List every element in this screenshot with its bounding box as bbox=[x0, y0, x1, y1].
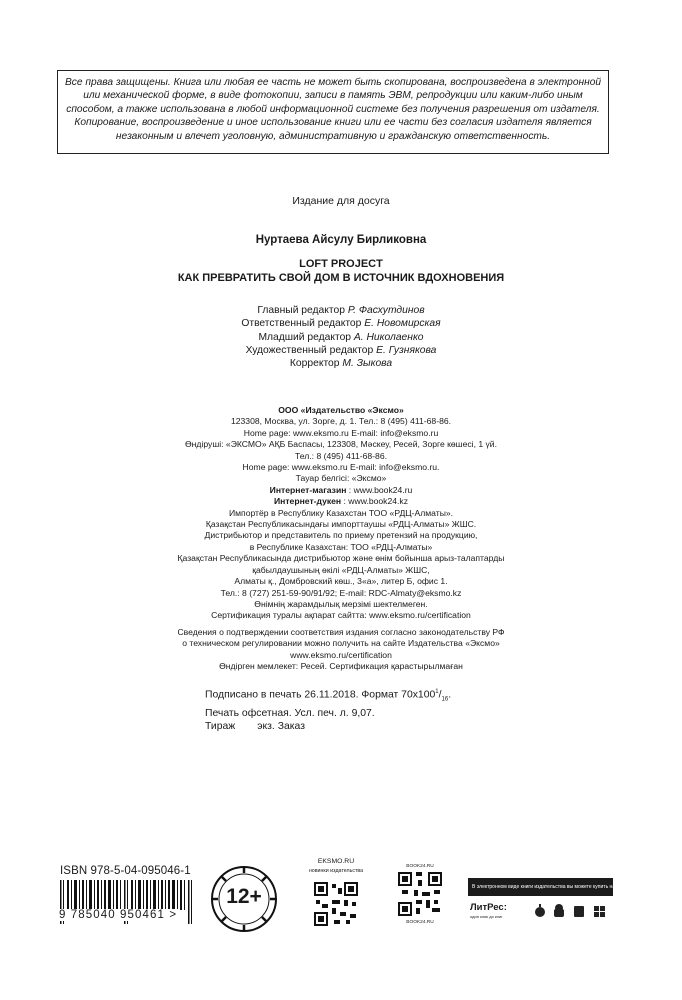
title-line-1: LOFT PROJECT bbox=[299, 258, 383, 270]
print-type: Печать офсетная. Усл. печ. л. 9,07. bbox=[205, 707, 375, 719]
credit-line: Корректор М. Зыкова bbox=[289, 358, 393, 370]
certification-ru: Сведения о подтверждении соответствия издания согласно законодательству РФ bbox=[177, 626, 505, 637]
credits-block bbox=[0, 304, 682, 370]
publisher-web-kz: Home page: www.eksmo.ru E-mail: info@eksmo.ru. bbox=[242, 462, 440, 473]
copyright-line: или механической форме, в виде фотокопии, записи в память ЭВМ, репродукции или каким-либо иным bbox=[83, 90, 583, 102]
book24-label-top: BOOK24.RU bbox=[406, 864, 434, 869]
importer: Импортёр в Республику Казахстан ТОО «РДЦ-Алматы». bbox=[228, 507, 454, 518]
copyright-line: способом, а также использована в любой информационной системе без получения разрешения от издателя. bbox=[66, 103, 600, 115]
shelf-life: Өнімнің жарамдылық мерзімі шектелмеген. bbox=[254, 598, 428, 609]
distributor-cont: в Республике Казахстан: ТОО «РДЦ-Алматы» bbox=[249, 541, 433, 552]
copyright-line: Копирование, воспроизведение и иное использование книги или ее части без согласия издателя является bbox=[74, 117, 592, 129]
publisher-address-kz: Өндіруші: «ЭКСМО» АҚБ Баспасы, 123308, Мәскеу, Ресей, Зорге көшесі, 1 үй. bbox=[185, 439, 497, 450]
print-info bbox=[205, 686, 505, 734]
windows-phone-icon bbox=[574, 906, 584, 917]
litres-banner: В электронном виде книги издательства вы можете купить на www.litres.ru bbox=[468, 878, 613, 896]
platform-icons bbox=[532, 902, 610, 920]
copyright-line: незаконным и влечет уголовную, административную и гражданскую ответственность. bbox=[115, 130, 551, 142]
edition-genre: Издание для досуга bbox=[292, 195, 390, 207]
certification-url: www.eksmo.ru/certification bbox=[290, 649, 392, 660]
signed-to-print: Подписано в печать 26.11.2018. Формат $70x100^1/_{16}$. bbox=[205, 689, 452, 703]
litres-logo: ЛитРес: bbox=[470, 902, 507, 913]
book24-label-bottom: BOOK24.RU bbox=[406, 920, 434, 925]
title-line-2: КАК ПРЕВРАТИТЬ СВОЙ ДОМ В ИСТОЧНИК ВДОХНОВЕНИЯ bbox=[177, 272, 505, 284]
publisher-name: ООО «Издательство «Эксмо» bbox=[278, 405, 404, 415]
author-name: Нуртаева Айсулу Бирликовна bbox=[255, 234, 427, 246]
credit-line: Младший редактор А. Николаенко bbox=[258, 331, 424, 343]
publisher-address: 123308, Москва, ул. Зорге, д. 1. Тел.: 8 (495) 411-68-86. bbox=[230, 416, 452, 427]
certification-ru-cont: о техническом регулировании можно получить на сайте Издательства «Эксмо» bbox=[182, 638, 500, 649]
certification-kz: Сертификация туралы ақпарат сайтта: www.eksmo.ru/certification bbox=[211, 610, 471, 621]
credit-line: Художественный редактор Е. Гузнякова bbox=[245, 344, 437, 356]
distributor-address: Алматы қ., Домбровский көш., 3«а», литер Б, офис 1. bbox=[234, 576, 448, 587]
windows-icon bbox=[594, 906, 605, 917]
apple-icon bbox=[535, 904, 545, 917]
distributor-contact: Тел.: 8 (727) 251-59-90/91/92; E-mail: RDC-Almaty@eksmo.kz bbox=[220, 587, 462, 598]
book-title bbox=[0, 257, 682, 285]
age-rating: 12+ bbox=[226, 885, 262, 908]
online-store-kz: Интернет-дукен : www.book24.kz bbox=[273, 496, 409, 507]
print-run: Тираж экз. Заказ bbox=[205, 721, 305, 733]
distributor-kz: Қазақстан Республикасында дистрибьютор және өнім бойынша арыз-талаптарды bbox=[177, 553, 505, 564]
eksmo-site-label: EKSMO.RU bbox=[317, 858, 355, 865]
copyright-notice-box bbox=[57, 70, 609, 154]
barcode-digits: 9 785040 950461 > bbox=[59, 909, 178, 921]
credit-line: Главный редактор Р. Фасхутдинов bbox=[257, 305, 425, 316]
distributor: Дистрибьютор и представитель по приему претензий на продукцию, bbox=[204, 530, 478, 541]
credit-line: Ответственный редактор Е. Новомирская bbox=[241, 318, 441, 330]
qr-code-icon bbox=[398, 872, 442, 916]
qr-code-icon bbox=[314, 882, 358, 926]
copyright-line: Все права защищены. Книга или любая ее часть не может быть скопирована, воспроизведена в электронной bbox=[64, 77, 602, 88]
country-of-origin: Өндірген мемлекет: Ресей. Сертификация қарастырылмаған bbox=[219, 660, 463, 671]
eksmo-sub-label: новинки издательства bbox=[308, 868, 364, 874]
trademark: Тауар белгісі: «Эксмо» bbox=[295, 473, 387, 484]
importer-kz: Қазақстан Республикасындағы импорттаушы «РДЦ-Алматы» ЖШС. bbox=[205, 519, 477, 530]
isbn-label: ISBN 978-5-04-095046-1 bbox=[60, 865, 191, 877]
android-icon bbox=[554, 904, 564, 917]
online-store: Интернет-магазин : www.book24.ru bbox=[269, 484, 413, 495]
litres-tagline: один клик до книг bbox=[470, 914, 503, 919]
publisher-info bbox=[0, 405, 682, 672]
publisher-phone: Тел.: 8 (495) 411-68-86. bbox=[295, 450, 387, 461]
publisher-web: Home page: www.eksmo.ru E-mail: info@eksmo.ru bbox=[243, 427, 439, 438]
distributor-kz-cont: қабылдаушының өкілі «РДЦ-Алматы» ЖШС, bbox=[252, 564, 430, 575]
